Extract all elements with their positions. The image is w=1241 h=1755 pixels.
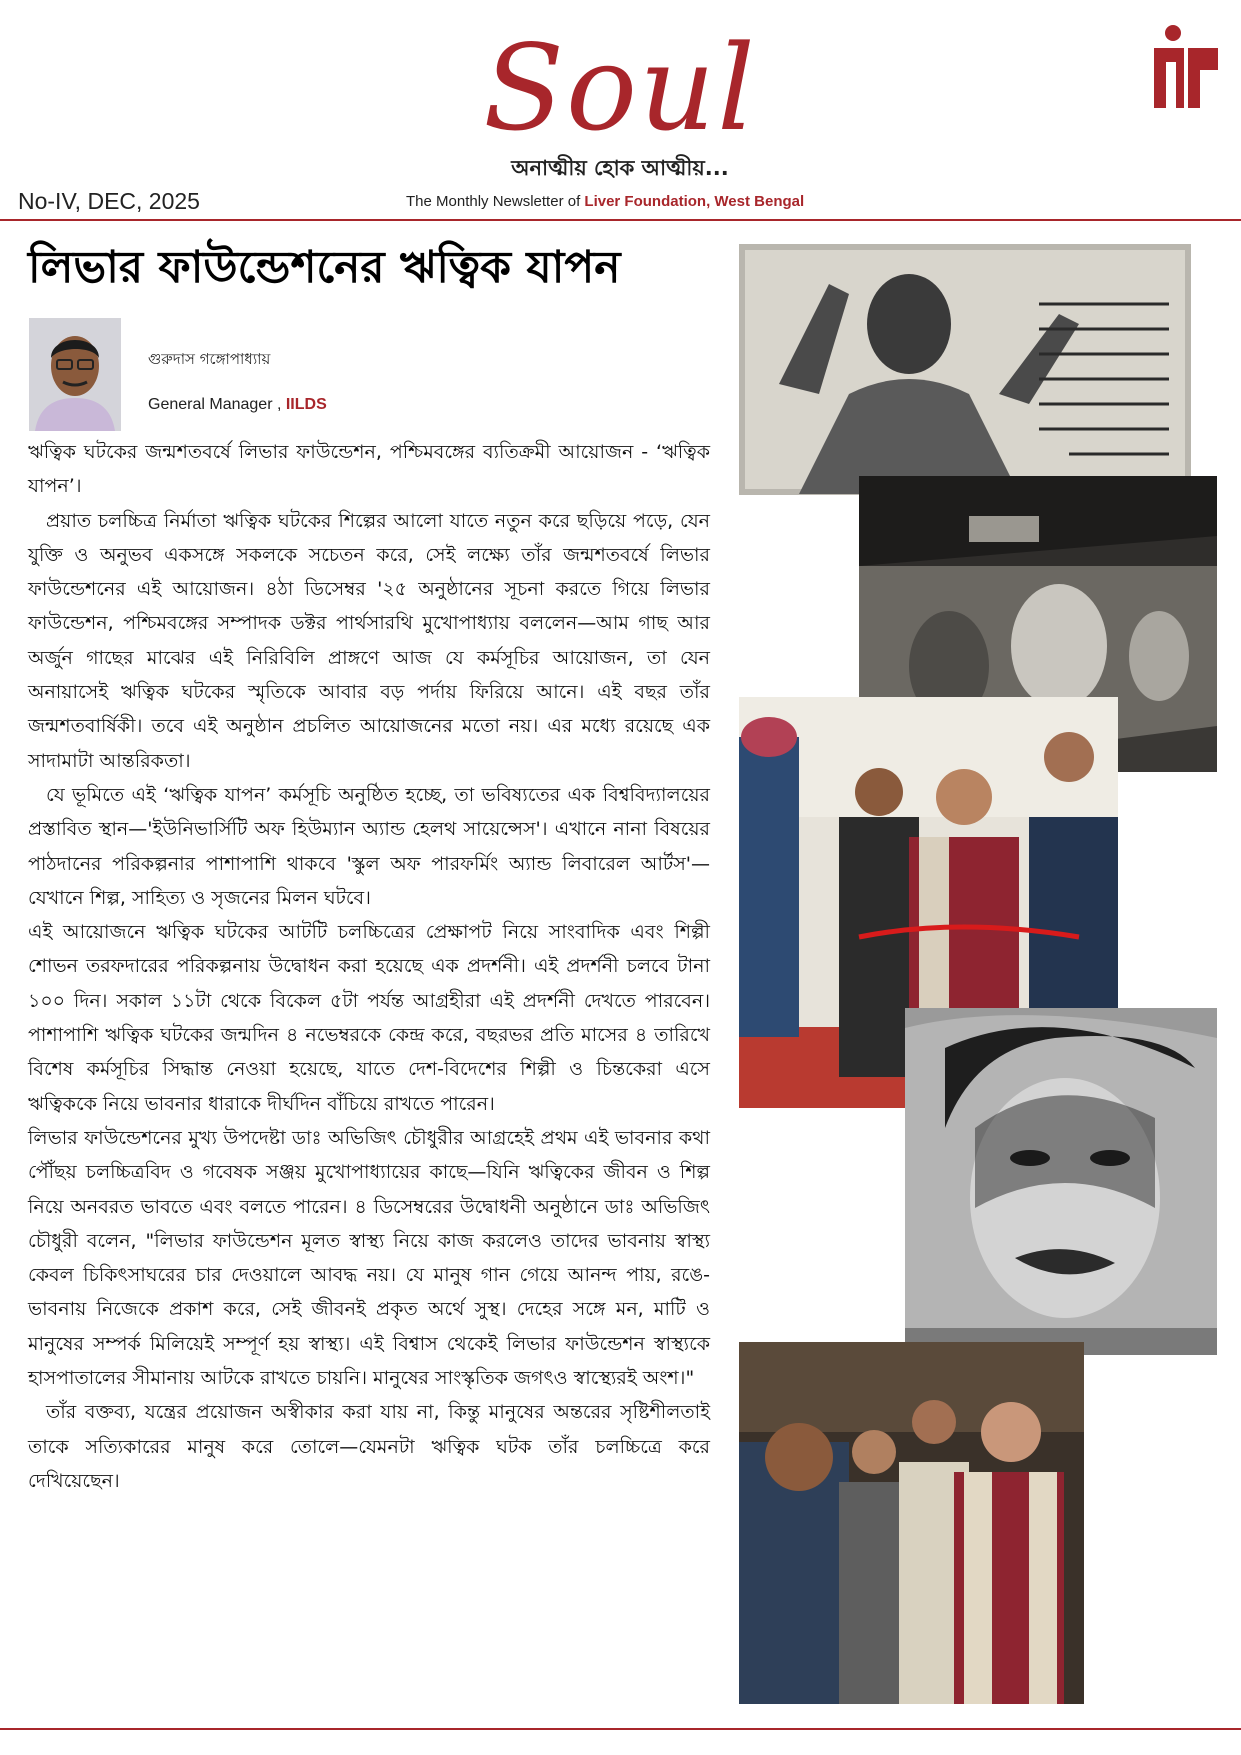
header-divider (0, 219, 1241, 221)
article-paragraph: প্রয়াত চলচ্চিত্র নির্মাতা ঋত্বিক ঘটকের শিল্পের আলো যাতে নতুন করে ছড়িয়ে পড়ে, যেন যুক্তি ও অনুভব একসঙ্গে সকলকে সচেতন করে, সেই লক্ষ্যে তাঁর জন্মশতবর্ষে লিভার ফাউন্ডেশনের এই আয়োজন। ৪ঠা ডিসেম্বর '২৫ অনুষ্ঠানের সূচনা করতে গিয়ে লিভার ফাউন্ডেশন, পশ্চিমবঙ্গের সম্পাদক ডক্টর পার্থসারথি মুখোপাধ্যায় বললেন—আম গাছ আর অর্জুন গাছের মাঝের এই নিরিবিলি প্রাঙ্গণে আজ যে কর্মসূচির আয়োজন, তা যেন অনায়াসেই ঋত্বিক ঘটকের স্মৃতিকে আবার বড় পর্দায় ফিরিয়ে আনে। এই বছর তাঁর জন্মশতবার্ষিকী। তবে এই অনুষ্ঠান প্রচলিত আয়োজনের মতো নয়। এর মধ্যে রয়েছে এক সাদামাটা আন্তরিকতা। (28, 509, 710, 772)
liver-foundation-logo-icon (1154, 24, 1218, 108)
author-role-title: General Manager , (148, 396, 286, 413)
newsletter-subtitle (406, 193, 804, 210)
subtitle-prefix: The Monthly Newsletter of (406, 193, 585, 210)
footer-divider (0, 1728, 1241, 1730)
mural-photo-face (905, 1008, 1217, 1355)
article-body (28, 435, 710, 1498)
brand-tagline: অনাত্মীয় হোক আত্মীয়... (511, 156, 729, 180)
mural-photo-ritwik (739, 244, 1191, 495)
article-paragraph: লিভার ফাউন্ডেশনের মুখ্য উপদেষ্টা ডাঃ অভিজিৎ চৌধুরীর আগ্রহেই প্রথম এই ভাবনার কথা পৌঁছয় চলচ্চিত্রবিদ ও গবেষক সঞ্জয় মুখোপাধ্যায়ের কাছে—যিনি ঋত্বিকের জীবন ও শিল্প নিয়ে অনবরত ভাবতে এবং বলতে পারেন। ৪ ডিসেম্বরের উদ্বোধনী অনুষ্ঠানে ডাঃ অভিজিৎ চৌধুরী বলেন, "লিভার ফাউন্ডেশন মূলত স্বাস্থ্য নিয়ে কাজ করলেও তাদের ভাবনায় স্বাস্থ্য কেবল চিকিৎসাঘরের চার দেওয়ালে আবদ্ধ নয়। যে মানুষ গান গেয়ে আনন্দ পায়, রঙে-ভাবনায় নিজেকে প্রকাশ করে, সেই জীবনই প্রকৃত অর্থে সুস্থ। দেহের সঙ্গে মন, মাটি ও মানুষের সম্পর্ক মিলিয়েই সম্পূর্ণ হয় স্বাস্থ্য। এই বিশ্বাস থেকেই লিভার ফাউন্ডেশন স্বাস্থ্যকে হাসপাতালের সীমানায় আটকে রাখতে চায়নি। মানুষের সাংস্কৃতিক জগৎও স্বাস্থ্যেরই অংশ।" (28, 1126, 710, 1390)
author-role (148, 396, 327, 414)
issue-number: No-IV, DEC, 2025 (18, 188, 200, 214)
subtitle-org: Liver Foundation, West Bengal (584, 193, 805, 210)
article-paragraph: তাঁর বক্তব্য, যন্ত্রের প্রয়োজন অস্বীকার করা যায় না, কিন্তু মানুষের অন্তরের সৃষ্টিশীলতাই তাকে সত্যিকারের মানুষ করে তোলে—যেমনটা ঋত্বিক ঘটক তাঁর চলচ্চিত্রে করে দেখিয়েছেন। (28, 1401, 710, 1492)
article-paragraph: ঋত্বিক ঘটকের জন্মশতবর্ষে লিভার ফাউন্ডেশন, পশ্চিমবঙ্গের ব্যতিক্রমী আয়োজন - ‘ঋত্বিক যাপন’। (28, 441, 710, 498)
author-role-org: IILDS (285, 396, 327, 413)
article-paragraph: এই আয়োজনে ঋত্বিক ঘটকের আটটি চলচ্চিত্রের প্রেক্ষাপট নিয়ে সাংবাদিক এবং শিল্পী শোভন তরফদারের পরিকল্পনায় উদ্বোধন করা হয়েছে এক প্রদর্শনী। এই প্রদর্শনী চলবে টানা ১০০ দিন। সকাল ১১টা থেকে বিকেল ৫টা পর্যন্ত আগ্রহীরা এই প্রদর্শনী দেখতে পারবেন। পাশাপাশি ঋত্বিক ঘটকের জন্মদিন ৪ নভেম্বরকে কেন্দ্র করে, বছরভর প্রতি মাসের ৪ তারিখে বিশেষ কর্মসূচির সিদ্ধান্ত নেওয়া হয়েছে, যাতে দেশ-বিদেশের শিল্পী ও চিন্তকেরা এসে ঋত্বিককে নিয়ে ভাবনার ধারাকে দীর্ঘদিন বাঁচিয়ে রাখতে পারেন। (28, 921, 710, 1115)
author-photo (29, 318, 121, 431)
brand-title: Soul (483, 19, 757, 157)
visitors-photo (739, 1342, 1084, 1704)
article-headline: লিভার ফাউন্ডেশনের ঋত্বিক যাপন (28, 242, 621, 293)
author-name: গুরুদাস গঙ্গোপাধ্যায় (148, 350, 271, 368)
article-paragraph: যে ভূমিতে এই ‘ঋত্বিক যাপন’ কর্মসূচি অনুষ্ঠিত হচ্ছে, তা ভবিষ্যতের এক বিশ্ববিদ্যালয়ের প্রস্তাবিত স্থান—'ইউনিভার্সিটি অফ হিউম্যান অ্যান্ড হেলথ সায়েন্সেস'। এখানে নানা বিষয়ের পাঠদানের পরিকল্পনার পাশাপাশি থাকবে 'স্কুল অফ পারফর্মিং অ্যান্ড লিবারেল আর্টস'—যেখানে শিল্প, সাহিত্য ও সৃজনের মিলন ঘটবে। (28, 783, 710, 909)
masthead-brand (450, 18, 790, 187)
